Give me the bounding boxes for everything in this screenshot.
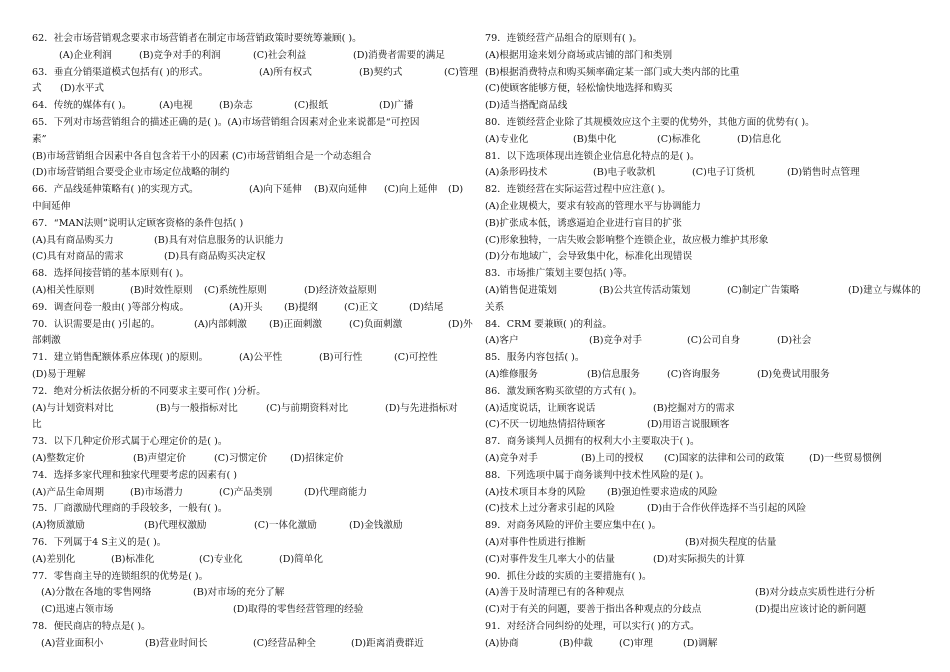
right-line <box>485 333 921 350</box>
right-line <box>485 602 921 619</box>
right-line <box>485 249 921 266</box>
right-line <box>485 451 921 468</box>
option-text: (D)取得的零售经营管理的经验 <box>233 604 364 616</box>
right-line <box>485 585 921 602</box>
option-text: (C)电子订货机 <box>692 167 755 179</box>
question-text: (B)扩张成本低，诱惑逼迫企业进行盲目的扩张 <box>485 217 682 229</box>
option-text: (B)营业时间长 <box>145 637 208 649</box>
option-text: (C)不厌一切地热情招待顾客 <box>485 419 606 431</box>
question-text: (D)适当搭配商品线 <box>485 100 568 112</box>
right-line <box>485 115 921 132</box>
left-line <box>32 81 462 98</box>
left-line <box>32 451 462 468</box>
option-text: (D)简单化 <box>279 553 323 565</box>
option-text: (A)协商 <box>485 637 519 649</box>
question-text: 72．绝对分析法依据分析的不同要求主要可作( )分析。 <box>32 385 266 397</box>
question-text: 部刺激 <box>32 335 61 347</box>
right-line <box>485 552 921 569</box>
right-line <box>485 501 921 518</box>
option-text: (B)市场潜力 <box>130 486 183 498</box>
option-text: (A)条形码技术 <box>485 167 548 179</box>
option-text: (B)挖掘对方的需求 <box>653 402 735 414</box>
option-text: (B)声望定价 <box>133 452 186 464</box>
option-text: (B)对分歧点实质性进行分析 <box>755 587 876 599</box>
question-text: 62．社会市场营销观念要求市场营销者在制定市场营销政策时要统筹兼顾( )。 <box>32 33 362 44</box>
option-text: (C)一体化激励 <box>254 520 317 532</box>
right-line <box>485 384 921 401</box>
question-text: (D)易于理解 <box>32 368 86 380</box>
option-text: (A)销售促进策划 <box>485 284 557 296</box>
option-text: (C)负面刺激 <box>349 318 403 330</box>
option-text: (C)审理 <box>619 637 654 649</box>
right-line <box>485 65 921 82</box>
question-text: (D)分布地域广，会导致集中化，标准化出现错误 <box>485 251 693 263</box>
question-text: 78．便民商店的特点是( )。 <box>32 620 151 632</box>
question-text: 75．厂商激励代理商的手段较多，一般有( )。 <box>32 503 228 515</box>
left-line <box>32 300 462 317</box>
left-line <box>32 266 462 283</box>
option-text: (D)消费者需要的满足 <box>353 49 445 61</box>
option-text: (A)适度说话，让顾客说话 <box>485 402 596 414</box>
left-line <box>32 317 473 334</box>
question-text: 82．连锁经营在实际运营过程中应注意( )。 <box>485 184 671 196</box>
question-text: 76．下列属于4 S主义的是( )。 <box>32 536 167 548</box>
question-text: 87．商务谈判人员拥有的权利大小主要取决于( )。 <box>485 436 700 448</box>
option-text: (D)代理商能力 <box>304 486 368 498</box>
left-line <box>32 367 462 384</box>
option-text: (A)与计划资料对比 <box>32 402 114 414</box>
option-text: (A)专业化 <box>485 133 529 145</box>
right-line <box>485 636 921 653</box>
right-line <box>485 367 921 384</box>
option-text: (D)调解 <box>683 637 718 649</box>
question-text: 86．激发顾客购买欲望的方式有( )。 <box>485 385 643 397</box>
right-column <box>485 31 921 652</box>
left-line <box>32 98 462 115</box>
left-line <box>32 518 462 535</box>
question-text: (A)企业规模大，要求有较高的管理水平与协调能力 <box>485 200 701 212</box>
option-text: (C)具有对商品的需求 <box>32 251 124 263</box>
left-line <box>32 333 462 350</box>
option-text: (A)向下延伸 <box>249 184 302 196</box>
question-text: 77．零售商主导的连锁组织的优势是( )。 <box>32 570 209 582</box>
question-text: 关系 <box>485 301 505 313</box>
option-text: (A)具有商品购买力 <box>32 234 114 246</box>
left-line <box>32 585 462 602</box>
question-text: (C)形象独特，一店失败会影响整个连锁企业，故应极力维护其形象 <box>485 234 769 246</box>
option-text: (C)社会利益 <box>253 49 307 61</box>
option-text: (B)正面刺激 <box>269 318 322 330</box>
option-text: (A)维修服务 <box>485 368 538 380</box>
option-text: (C)管理 <box>444 66 479 78</box>
left-line <box>32 216 462 233</box>
option-text: (C)制定广告策略 <box>727 284 800 296</box>
left-line <box>32 199 462 216</box>
option-text: (C)习惯定价 <box>214 452 268 464</box>
option-text: (A)产品生命周期 <box>32 486 104 498</box>
option-text: (A)技术项目本身的风险 <box>485 486 586 498</box>
right-line <box>485 300 921 317</box>
question-text: 84．CRM 要兼顾( )的利益。 <box>485 318 612 330</box>
question-text: 91．对经济合同纠纷的处理，可以实行( )的方式。 <box>485 620 700 632</box>
option-text: (B)代理权激励 <box>144 520 207 532</box>
option-text: (D)免费试用服务 <box>757 368 830 380</box>
left-line <box>32 149 462 166</box>
question-text: 88．下列选项中属于商务谈判中技术性风险的是( )。 <box>485 469 710 481</box>
left-line <box>32 468 462 485</box>
option-text: (A)整数定价 <box>32 452 85 464</box>
left-line <box>32 350 462 367</box>
question-text: (B)市场营销组合因素中各自包含若干小的因素 (C)市场营销组合是一个动态组合 <box>32 150 372 162</box>
right-line <box>485 283 921 300</box>
left-line <box>32 401 462 418</box>
option-text: (B)强迫性要求造成的风险 <box>607 486 718 498</box>
question-text: 90．抓住分歧的实质的主要措施有( )。 <box>485 570 652 582</box>
left-line <box>32 31 462 48</box>
option-text: (D)距离消费群近 <box>351 637 424 649</box>
left-line <box>32 115 462 132</box>
question-text: 71．建立销售配额体系应体现( )的原则。 <box>32 352 209 364</box>
right-line <box>485 149 921 166</box>
option-text: (D)外 <box>448 318 473 330</box>
option-text: (D)具有商品购买决定权 <box>164 251 266 263</box>
left-line <box>32 182 462 199</box>
option-text: (D)经济效益原则 <box>304 284 377 296</box>
right-line <box>485 401 921 418</box>
option-text: (A)相关性原则 <box>32 284 95 296</box>
right-line <box>485 165 921 182</box>
question-text: 79．连锁经营产品组合的原则有( )。 <box>485 33 643 44</box>
option-text: (D) <box>448 184 464 196</box>
right-line <box>485 199 921 216</box>
option-text: (B)双向延伸 <box>314 184 367 196</box>
option-text: (D)一些贸易惯例 <box>809 452 882 464</box>
question-text: (A)根据用途来划分商场或店铺的部门和类别 <box>485 49 673 61</box>
option-text: (B)契约式 <box>359 66 403 78</box>
option-text: (C)向上延伸 <box>384 184 438 196</box>
left-line <box>32 636 462 653</box>
option-text: (C)系统性原则 <box>204 284 267 296</box>
option-text: (D)信息化 <box>737 133 781 145</box>
option-text: (D)用语言说服顾客 <box>647 419 730 431</box>
right-line <box>485 434 921 451</box>
option-text: (B)杂志 <box>219 100 253 112</box>
left-column <box>32 31 479 652</box>
question-text: (B)根据消费特点和购买频率确定某一部门或大类内部的比重 <box>485 66 740 78</box>
left-line <box>32 485 462 502</box>
option-text: (C)技术上过分奢求引起的风险 <box>485 503 615 515</box>
left-line <box>32 501 462 518</box>
right-line <box>485 350 921 367</box>
option-text: (B)提纲 <box>284 301 318 313</box>
option-text: (C)专业化 <box>199 553 243 565</box>
option-text: (C)报纸 <box>294 100 329 112</box>
option-text: (D)提出应该讨论的新问题 <box>755 604 867 616</box>
left-line <box>32 602 462 619</box>
left-line <box>32 132 462 149</box>
option-text: (C)产品类别 <box>219 486 273 498</box>
option-text: (A)公平性 <box>239 352 283 364</box>
option-text: (D)社会 <box>777 335 812 347</box>
option-text: (A)物质激励 <box>32 520 85 532</box>
question-text: 73．以下几种定价形式属于心理定价的是( )。 <box>32 436 228 448</box>
question-text: 63．垂直分销渠道模式包括有( )的形式。 <box>32 66 209 78</box>
option-text: (B)具有对信息服务的认识能力 <box>154 234 284 246</box>
option-text: (D)招徕定价 <box>290 452 344 464</box>
right-line <box>485 535 921 552</box>
option-text: (D)水平式 <box>60 83 104 95</box>
question-text: 70．认识需要是由( )引起的。 <box>32 318 161 330</box>
option-text: (A)企业利润 <box>59 49 112 61</box>
option-text: (A)电视 <box>159 100 193 112</box>
question-text: 64．传统的媒体有( )。 <box>32 100 132 112</box>
option-text: (D)建立与媒体的 <box>848 284 921 296</box>
question-text: 74．选择多家代理和独家代理要考虑的因素有( ) <box>32 469 238 481</box>
question-text: 67．“MAN法则”说明认定顾客资格的条件包括( ) <box>32 217 244 229</box>
question-text: 中间延伸 <box>32 200 71 212</box>
left-line <box>32 283 462 300</box>
option-text: (B)竞争对手 <box>589 335 642 347</box>
option-text: (B)上司的授权 <box>581 452 644 464</box>
left-line <box>32 249 462 266</box>
left-line <box>32 417 462 434</box>
left-line <box>32 165 462 182</box>
question-text: 69．调查问卷一般由( )等部分构成。 <box>32 301 190 313</box>
option-text: (C)正文 <box>344 301 379 313</box>
left-line <box>32 48 462 65</box>
right-line <box>485 317 921 334</box>
option-text: (A)竞争对手 <box>485 452 538 464</box>
right-line <box>485 619 921 636</box>
right-line <box>485 216 921 233</box>
question-text: (D)市场营销组合要受企业市场定位战略的制约 <box>32 167 230 179</box>
option-text: (D)广播 <box>379 100 414 112</box>
right-line <box>485 98 921 115</box>
right-line <box>485 417 921 434</box>
option-text: (B)电子收款机 <box>593 167 656 179</box>
option-text: (B)信息服务 <box>587 368 640 380</box>
option-text: (A)分散在各地的零售网络 <box>41 587 152 599</box>
left-line <box>32 65 479 82</box>
question-text: 65．下列对市场营销组合的描述正确的是( )。(A)市场营销组合因素对企业来说都是“可控因 <box>32 116 420 128</box>
option-text: (D)由于合作伙伴选择不当引起的风险 <box>647 503 807 515</box>
question-text: 85．服务内容包括( )。 <box>485 352 585 364</box>
option-text: (D)与先进指标对 <box>385 402 458 414</box>
option-text: (C)对事件发生几率大小的估量 <box>485 553 615 565</box>
option-text: (C)对于有关的问题，要善于指出各种观点的分歧点 <box>485 604 702 616</box>
option-text: (B)仲裁 <box>559 637 593 649</box>
question-text: 素” <box>32 133 47 145</box>
option-text: (C)迅速占领市场 <box>41 604 114 616</box>
option-text: (B)集中化 <box>573 133 617 145</box>
right-line <box>485 468 921 485</box>
right-line <box>485 485 921 502</box>
option-text: (C)标准化 <box>657 133 701 145</box>
right-line <box>485 31 921 48</box>
option-text: (B)时效性原则 <box>130 284 193 296</box>
option-text: (B)标准化 <box>111 553 155 565</box>
option-text: (C)咨询服务 <box>667 368 721 380</box>
right-line <box>485 132 921 149</box>
option-text: (D)结尾 <box>409 301 444 313</box>
left-line <box>32 535 462 552</box>
option-text: (C)公司自身 <box>687 335 741 347</box>
option-text: (A)内部刺激 <box>194 318 247 330</box>
left-line <box>32 434 462 451</box>
left-line <box>32 552 462 569</box>
option-text: (B)可行性 <box>319 352 363 364</box>
question-text: 比 <box>32 419 42 431</box>
option-text: (B)对损失程度的估量 <box>685 536 777 548</box>
left-line <box>32 569 462 586</box>
question-text: (C)使顾客能够方便，轻松愉快地选择和购买 <box>485 83 673 95</box>
question-text: 89．对商务风险的评价主要应集中在( )。 <box>485 520 662 532</box>
right-line <box>485 569 921 586</box>
option-text: (B)对市场的充分了解 <box>193 587 285 599</box>
option-text: (D)销售时点管理 <box>787 167 860 179</box>
right-line <box>485 233 921 250</box>
option-text: (B)与一般指标对比 <box>156 402 238 414</box>
option-text: (A)客户 <box>485 335 519 347</box>
right-line <box>485 182 921 199</box>
option-text: (A)营业面积小 <box>41 637 104 649</box>
option-text: (C)国家的法律和公司的政策 <box>664 452 785 464</box>
left-line <box>32 384 462 401</box>
question-text: 式 <box>32 83 42 95</box>
option-text: (D)金钱激励 <box>349 520 403 532</box>
question-text: 68．选择间接营销的基本原则有( )。 <box>32 268 190 280</box>
right-line <box>485 518 921 535</box>
option-text: (A)善于及时清理已有的各种观点 <box>485 587 625 599</box>
question-text: 83．市场推广策划主要包括( )等。 <box>485 268 633 280</box>
option-text: (C)与前期资料对比 <box>266 402 348 414</box>
option-text: (C)经营品种全 <box>253 637 316 649</box>
right-line <box>485 48 921 65</box>
question-text: 66．产品线延伸策略有( )的实现方式。 <box>32 184 199 196</box>
option-text: (D)对实际损失的计算 <box>653 553 745 565</box>
option-text: (A)差别化 <box>32 553 76 565</box>
option-text: (B)竞争对手的利润 <box>139 49 221 61</box>
option-text: (A)开头 <box>229 301 263 313</box>
option-text: (A)所有权式 <box>259 66 312 78</box>
option-text: (B)公共宣传活动策划 <box>599 284 691 296</box>
question-text: 81．以下选项体现出连锁企业信息化特点的是( )。 <box>485 150 700 162</box>
left-line <box>32 233 462 250</box>
left-line <box>32 619 462 636</box>
right-line <box>485 81 921 98</box>
right-line <box>485 266 921 283</box>
question-text: 80．连锁经营企业除了其规模效应这个主要的优势外，其他方面的优势有( )。 <box>485 116 815 128</box>
option-text: (A)对事件性质进行推断 <box>485 536 586 548</box>
option-text: (C)可控性 <box>394 352 438 364</box>
